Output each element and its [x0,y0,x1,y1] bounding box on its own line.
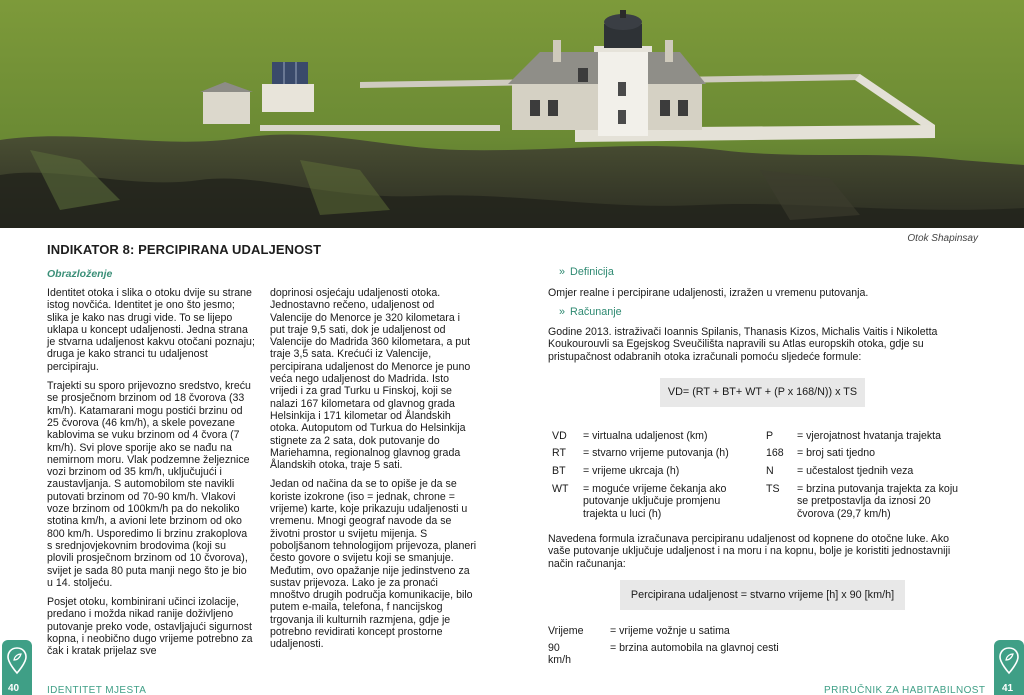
formula-vd: VD= (RT + BT+ WT + (P x 168/N)) x TS [660,378,865,407]
definicija-text: Omjer realne i percipirane udaljenosti, izražen u vremenu putovanja. [548,287,869,299]
page-number-right: 41 [1002,683,1014,694]
location-pin-icon [6,646,28,676]
lighthouse-photo [0,0,1024,228]
paragraph: doprinosi osjećaju udaljenosti otoka. Jednostavno rečeno, udaljenost od Valencije do Menorce je 320 kilometara i put traje 9,5 sati, dok je udaljenost od Valencije do Madrida 360 kilometara, a put traje 3,5 sata. Krećući iz Valencije, percipirana udaljenost do Menorce je puno veća nego udaljenost do Madrida. Isto vrijedi i za grad Turku u Finskoj, koji se nalazi 167 kilometara od glavnog grada Helsinkija i 171 kilometar od Ålandskih otoka. Autoputom od Turkua do Helsinkija stignete za 2 sata, dok putovanje do Mariehamna, regionalnog glavnog grada Ålandskih otoka, traje 5 sati. [270,287,471,472]
text-column-1 [47,287,255,665]
formula-percipirana: Percipirana udaljenost = stvarno vrijeme [h] x 90 [km/h] [620,580,905,610]
footer-label-right: PRIRUČNIK ZA HABITABILNOST [824,685,986,695]
paragraph: Trajekti su sporo prijevozno sredstvo, kreću se prosječnom brzinom od 18 čvorova (33 km/h). Katamarani mogu postići brzinu od 25 čvorova (46 km/h), a skele povezane kablovima se vuku brzinom od 4 čvora (7 km/h). Svi plove sporije ako se nađu na nemirnom moru. Vlak podzemne željeznice vozi brzinom od 35 km/h, uključujući i zaustavljanja. S automobilom ste navikli putovati brzinom od 70-90 km/h. Vlakovi voze brzinom od 100km/h pa do nekoliko stotina km/h, a avioni lete brzinom od oko 800 km/h. Usporedimo li brzinu zrakoplova s srednjovjekovnim brodovima (koji su plovili prosječnom brzinom od 10 čvorova), svijet je sada 80 puta manji nego što je bio u 14. stoljeću. [47,380,251,589]
footer-label-left: IDENTITET MJESTA [47,685,147,695]
page-title: INDIKATOR 8: PERCIPIRANA UDALJENOST [47,242,322,257]
racunanje-text: Godine 2013. istraživači Ioannis Spilanis, Thanasis Kizos, Michalis Vaitis i Nikoletta Koukourouvli sa Egejskog Sveučilišta napravili su Atlas europskih otoka, gdje su pristupačnost odabranih otoka izračunali pomoću sljedeće formule: [548,326,938,363]
section-subhead: Obrazloženje [47,268,113,280]
definicija-heading: » Definicija [559,266,614,278]
chevron-right-icon: » [559,266,566,278]
paragraph: Posjet otoku, kombinirani učinci izolacije, predano i možda nikad ranije doživljeno putovanje preko vode, ostavljajući sigurnost kopna, i neobično dugo vrijeme potrebno za čak i kratak prijelaz sve [47,596,253,658]
page-number-left: 40 [8,683,20,694]
photo-caption: Otok Shapinsay [907,233,978,244]
location-pin-icon [998,646,1020,676]
chevron-right-icon: » [559,306,566,318]
text-column-2 [270,287,477,658]
paragraph: Identitet otoka i slika o otoku dvije su strane istog novčića. Identitet je ono što jesmo; slika je kako nas drugi vide. To se lijepo uklapa u koncept udaljenosti. Jedna strana je stvarna udaljenost kakvu otočani poznaju; druga je kako stranci tu udaljenost percipiraju. [47,287,255,373]
paragraph: Jedan od načina da se to opiše je da se koriste izokrone (iso = jednak, chrone = vrijeme) karte, koje prikazuju udaljenosti u vremenu. Mnogi geograf navode da se životni prostor u svijetu mijenja. S poboljšanom tehnologijom prijevoza, planeri često govore o svijetu koji se smanjuje. Međutim, ovo opažanje nije jedinstveno za sustav prijevoza. Lako je za pronaći mnoštvo drugih područja komunikacije, bilo putem e-maila, telefona, f nancijskog trgovanja ili kulturnih razmjena, gdje je potrebno revidirati koncept prostorne udaljenosti. [270,478,477,651]
navedena-text: Navedena formula izračunava percipiranu udaljenost od kopnene do otočne luke. Ako vaše putovanje uključuje udaljenost i na moru i na kopnu, bolje je koristiti jednostavniji način računanja: [548,533,951,570]
racunanje-heading: » Računanje [559,306,622,318]
